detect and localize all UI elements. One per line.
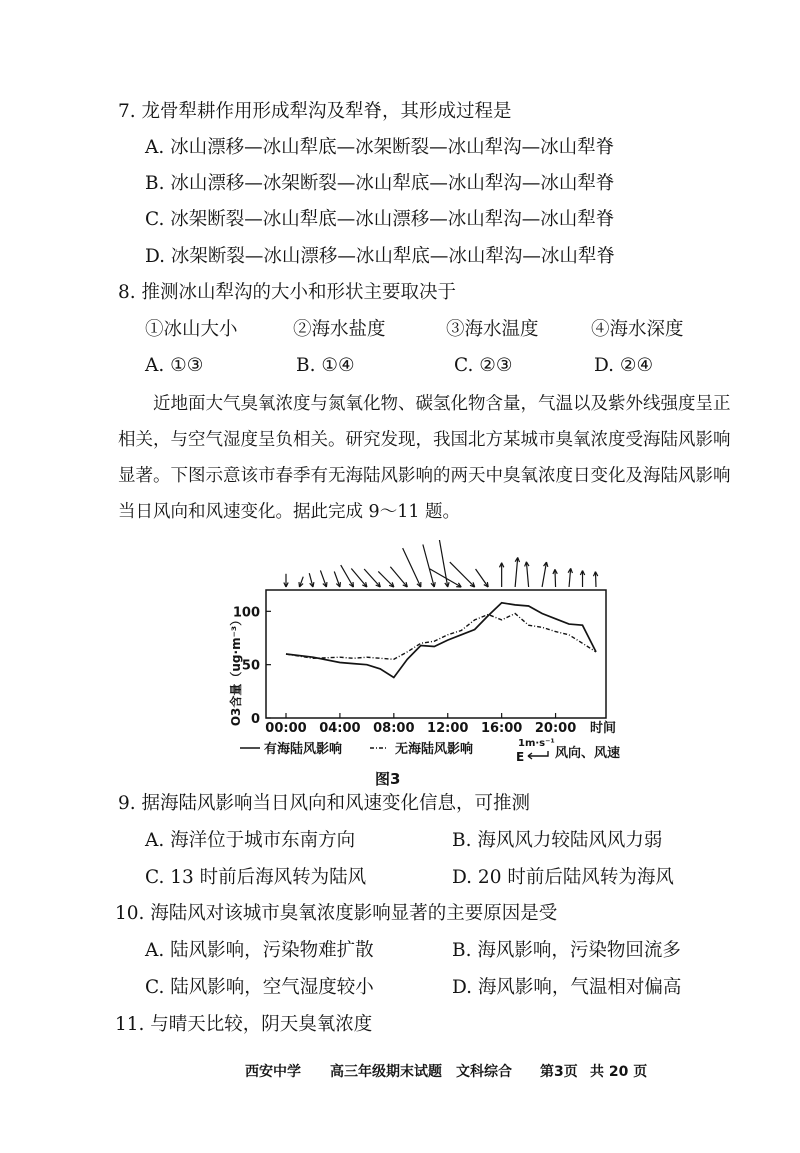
q10-option-d: D. 海风影响，气温相对偏高 [452,977,682,998]
y-tick-label: 50 [241,658,260,674]
wind-arrow [593,572,597,587]
wind-arrow [568,568,572,587]
q8-option-d: D. ②④ [594,355,654,376]
wind-arrow [553,569,557,587]
q10-option-b: B. 海风影响，污染物回流多 [452,940,681,961]
wind-arrow [580,571,584,588]
wind-arrow [284,574,288,587]
q8-option-a: A. ①③ [145,355,204,376]
wind-arrow [309,573,314,587]
wind-arrow [476,569,489,587]
q7-option-b: B. 冰山漂移—冰架断裂—冰山犁底—冰山犁沟—冰山犁脊 [145,173,615,194]
series-line-sea-land-breeze [286,603,596,678]
x-tick-label: 04:00 [319,721,361,736]
legend-wind-scale: 1m·s⁻¹ [518,738,555,749]
q8-item-2: ②海水盐度 [293,319,386,340]
q8-option-c: C. ②③ [454,355,513,376]
passage-line-4: 当日风向和风速变化。据此完成 9～11 题。 [118,502,461,522]
q9-stem: 9. 据海陆风影响当日风向和风速变化信息，可推测 [118,793,531,814]
q10-option-a: A. 陆风影响，污染物难扩散 [145,940,374,961]
wind-arrow [525,562,529,587]
wind-arrow [320,570,327,587]
y-axis-label: O3含量（ug·m⁻³） [229,613,243,727]
x-tick-label: 12:00 [427,721,469,736]
passage-line-2: 相关，与空气湿度呈负相关。研究发现，我国北方某城市臭氧浓度受海陆风影响 [118,430,731,450]
y-tick-label: 100 [232,605,260,621]
wind-arrow [439,540,449,587]
wind-arrow [450,562,475,587]
q9-option-d: D. 20 时前后陆风转为海风 [452,867,674,888]
q9-option-b: B. 海风风力较陆风风力弱 [452,830,663,851]
wind-arrow [423,544,435,587]
q8-stem: 8. 推测冰山犁沟的大小和形状主要取决于 [118,282,457,303]
wind-arrow [542,562,548,587]
footer-exam: 高三年级期末试题 [330,1064,442,1080]
wind-arrow [334,571,340,587]
footer-total: 共 20 页 [590,1064,648,1080]
x-tick-label: 00:00 [265,721,307,736]
q8-option-b: B. ①④ [296,355,355,376]
q7-option-d: D. 冰架断裂—冰山漂移—冰山犁底—冰山犁沟—冰山犁脊 [145,246,615,267]
q8-item-4: ④海水深度 [591,319,684,340]
legend-dashed-label: 无海陆风影响 [395,742,474,757]
q11-stem: 11. 与晴天比较，阴天臭氧浓度 [115,1014,373,1035]
wind-arrow [499,563,503,587]
passage-line-3: 显著。下图示意该市春季有无海陆风影响的两天中臭氧浓度日变化及海陆风影响 [118,466,731,486]
passage-line-1: 近地面大气臭氧浓度与氮氧化物、碳氢化物含量，气温以及紫外线强度呈正 [153,394,731,414]
q8-item-3: ③海水温度 [446,319,539,340]
wind-arrow [515,557,519,587]
footer-page: 第3页 [540,1064,578,1080]
wind-arrow [299,577,303,587]
series-line-no-breeze [286,614,596,660]
figure-caption: 图3 [375,770,401,788]
legend-solid-label: 有海陆风影响 [264,742,343,757]
legend-wind-label: 风向、风速 [555,746,621,761]
q10-stem: 10. 海陆风对该城市臭氧浓度影响显著的主要原因是受 [115,903,558,924]
x-axis-label: 时间 [590,721,617,736]
footer-school: 西安中学 [245,1064,301,1080]
series-lines [286,603,596,678]
wind-arrow [403,548,421,587]
wind-arrow [378,571,394,587]
x-tick-label: 20:00 [534,721,577,736]
wind-arrows [284,540,598,587]
y-tick-label: 0 [250,712,260,727]
q9-option-c: C. 13 时前后海风转为陆风 [145,867,367,888]
axis-ticks [233,605,576,736]
q8-item-1: ①冰山大小 [145,319,238,340]
ozone-chart [220,540,640,770]
q7-option-c: C. 冰架断裂—冰山犁底—冰山漂移—冰山犁沟—冰山犁脊 [145,209,615,230]
legend-wind-arrow-icon [528,751,548,759]
plot-frame [266,590,606,718]
x-tick-label: 16:00 [480,721,523,736]
q7-option-a: A. 冰山漂移—冰山犁底—冰架断裂—冰山犁沟—冰山犁脊 [145,137,615,158]
q10-option-c: C. 陆风影响，空气湿度较小 [145,977,374,998]
q7-stem: 7. 龙骨犁耕作用形成犁沟及犁脊，其形成过程是 [118,101,512,122]
footer-subject: 文科综合 [456,1064,512,1080]
q9-option-a: A. 海洋位于城市东南方向 [145,830,356,851]
x-tick-label: 08:00 [373,721,415,736]
legend-wind-e: E [516,750,525,764]
